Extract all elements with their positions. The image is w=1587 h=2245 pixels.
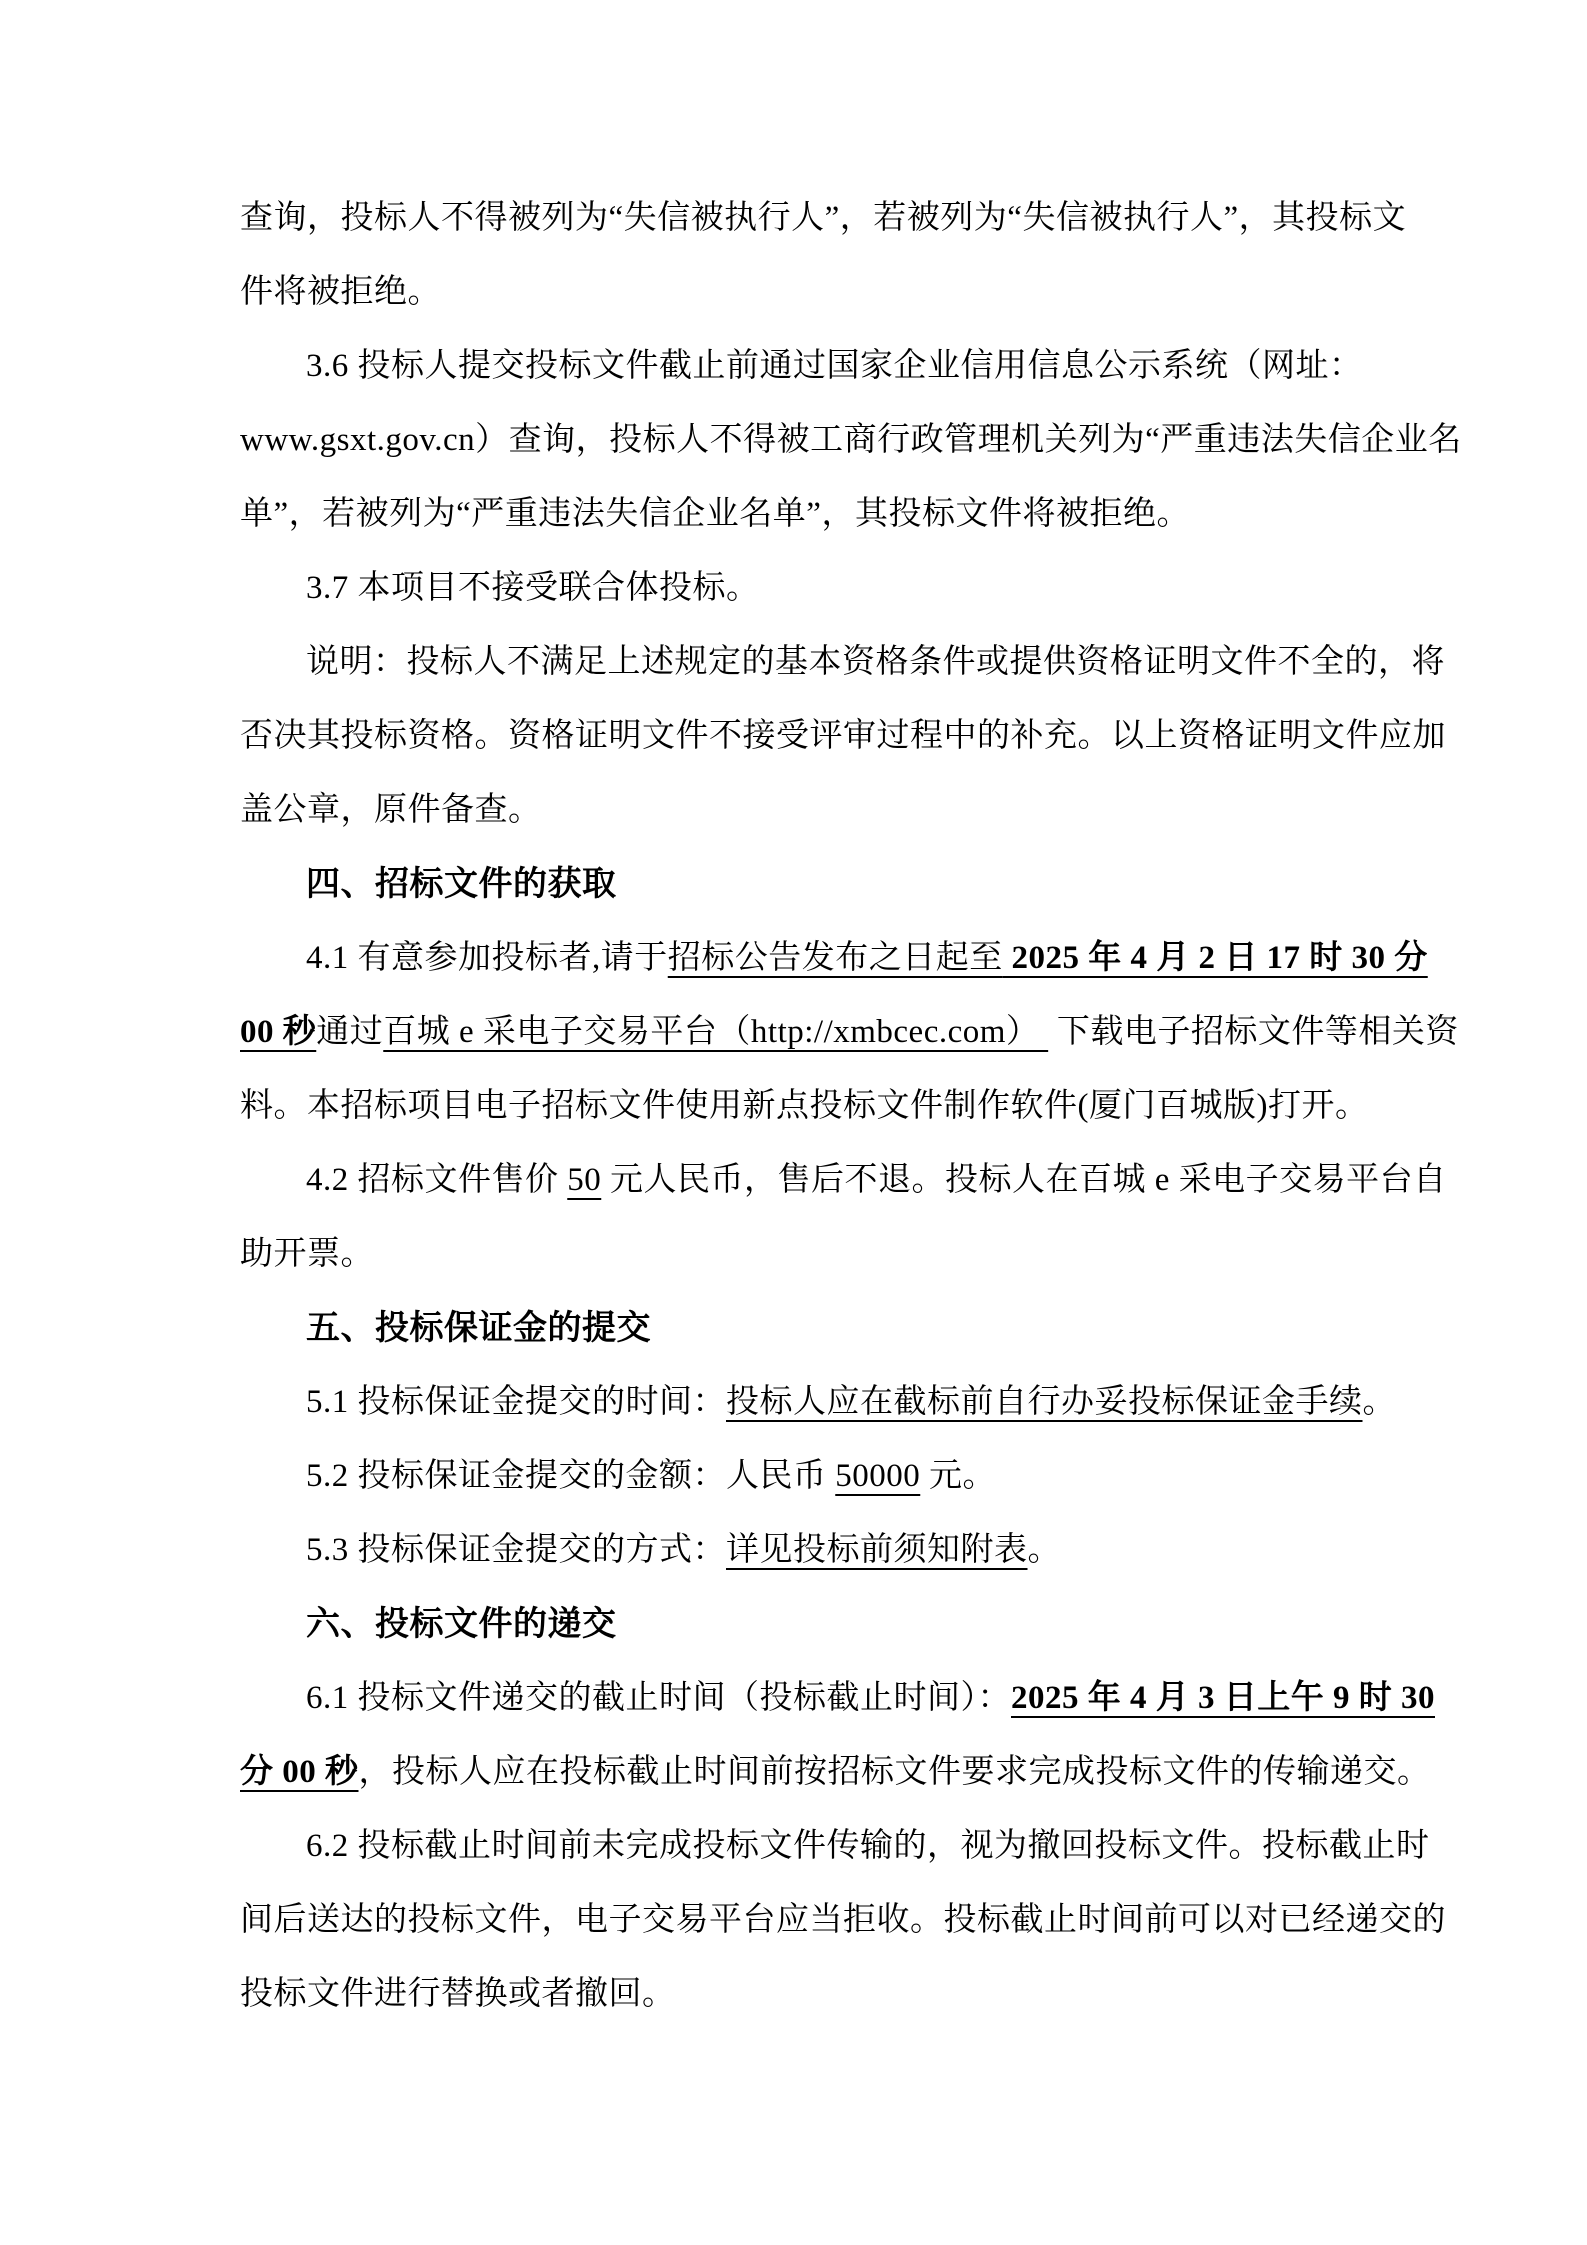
underlined-text: 详见投标前须知附表 bbox=[726, 1532, 1028, 1568]
underlined-text: 50000 bbox=[835, 1458, 921, 1494]
text-segment: 5.2 投标保证金提交的金额：人民币 bbox=[306, 1458, 836, 1494]
section-heading bbox=[240, 847, 1400, 921]
text-line bbox=[240, 1439, 1400, 1513]
underlined-text: 2025 年 4 月 2 日 17 时 30 分 bbox=[1002, 940, 1428, 976]
text-line bbox=[240, 995, 1459, 1069]
text-line bbox=[240, 1661, 1435, 1735]
text-line bbox=[240, 551, 1400, 625]
text-line bbox=[240, 625, 1445, 699]
text-line bbox=[240, 181, 1407, 255]
text-segment: 五、投标保证金的提交 bbox=[306, 1309, 651, 1347]
text-segment: 查询，投标人不得被列为“失信被执行人”，若被列为“失信被执行人”，其投标文 bbox=[240, 200, 1407, 236]
text-segment: 3.6 投标人提交投标文件截止前通过国家企业信用信息公示系统（网址： bbox=[306, 348, 1363, 384]
text-line bbox=[240, 699, 1446, 773]
text-segment: 盖公章，原件备查。 bbox=[240, 792, 542, 828]
underlined-text: 招标公告发布之日起至 bbox=[667, 940, 1003, 976]
underlined-text: 分 00 秒 bbox=[240, 1754, 359, 1790]
text-segment: 单”，若被列为“严重违法失信企业名单”，其投标文件将被拒绝。 bbox=[240, 496, 1190, 532]
text-segment: 四、招标文件的获取 bbox=[306, 865, 617, 903]
text-segment: 5.3 投标保证金提交的方式： bbox=[306, 1532, 726, 1568]
text-segment: 。 bbox=[1362, 1384, 1396, 1420]
text-segment: 元。 bbox=[920, 1458, 996, 1494]
text-segment: 6.1 投标文件递交的截止时间（投标截止时间）： bbox=[306, 1680, 1011, 1716]
text-line bbox=[240, 1217, 1400, 1291]
text-line bbox=[240, 477, 1400, 551]
text-line bbox=[240, 1513, 1400, 1587]
text-line bbox=[240, 773, 1400, 847]
underlined-text: 投标人应在截标前自行办妥投标保证金手续 bbox=[726, 1384, 1363, 1420]
text-line bbox=[240, 1069, 1400, 1143]
text-line bbox=[240, 1883, 1446, 1957]
text-segment: 6.2 投标截止时间前未完成投标文件传输的，视为撤回投标文件。投标截止时 bbox=[306, 1828, 1430, 1864]
text-segment: 助开票。 bbox=[240, 1236, 374, 1272]
text-segment: 。 bbox=[1027, 1532, 1061, 1568]
text-segment: 下载电子招标文件等相关资 bbox=[1048, 1014, 1459, 1050]
text-line bbox=[240, 1735, 1431, 1809]
section-heading bbox=[240, 1587, 1400, 1661]
text-line bbox=[240, 255, 1400, 329]
text-segment: 3.7 本项目不接受联合体投标。 bbox=[306, 570, 760, 606]
section-heading bbox=[240, 1291, 1400, 1365]
text-segment: 元人民币，售后不退。投标人在百城 e 采电子交易平台自 bbox=[601, 1162, 1447, 1198]
underlined-text: 百城 e 采电子交易平台（http://xmbcec.com） bbox=[383, 1014, 1049, 1050]
text-line bbox=[240, 1957, 1400, 2031]
text-area bbox=[240, 181, 1462, 2031]
text-segment: 投标文件进行替换或者撤回。 bbox=[240, 1976, 676, 2012]
text-segment: 否决其投标资格。资格证明文件不接受评审过程中的补充。以上资格证明文件应加 bbox=[240, 718, 1446, 754]
text-segment: 5.1 投标保证金提交的时间： bbox=[306, 1384, 726, 1420]
text-segment: 4.2 招标文件售价 bbox=[306, 1162, 568, 1198]
text-segment: 4.1 有意参加投标者,请于 bbox=[306, 940, 668, 976]
text-segment: 通过 bbox=[316, 1014, 384, 1050]
text-line bbox=[240, 921, 1428, 995]
text-segment: 说明：投标人不满足上述规定的基本资格条件或提供资格证明文件不全的，将 bbox=[306, 644, 1445, 680]
text-line bbox=[240, 1143, 1447, 1217]
text-segment: 六、投标文件的递交 bbox=[306, 1605, 617, 1643]
text-segment: www.gsxt.gov.cn）查询，投标人不得被工商行政管理机关列为“严重违法失信企业名 bbox=[240, 422, 1462, 458]
text-segment: 间后送达的投标文件，电子交易平台应当拒收。投标截止时间前可以对已经递交的 bbox=[240, 1902, 1446, 1938]
text-line bbox=[240, 1365, 1400, 1439]
text-segment: ，投标人应在投标截止时间前按招标文件要求完成投标文件的传输递交。 bbox=[358, 1754, 1431, 1790]
text-line bbox=[240, 403, 1462, 477]
text-segment: 料。本招标项目电子招标文件使用新点投标文件制作软件(厦门百城版)打开。 bbox=[240, 1088, 1369, 1124]
underlined-text: 00 秒 bbox=[240, 1014, 317, 1050]
text-line bbox=[240, 329, 1400, 403]
underlined-text: 50 bbox=[567, 1162, 602, 1198]
text-line bbox=[240, 1809, 1430, 1883]
text-segment: 件将被拒绝。 bbox=[240, 274, 441, 310]
underlined-text: 2025 年 4 月 3 日上午 9 时 30 bbox=[1011, 1680, 1435, 1716]
